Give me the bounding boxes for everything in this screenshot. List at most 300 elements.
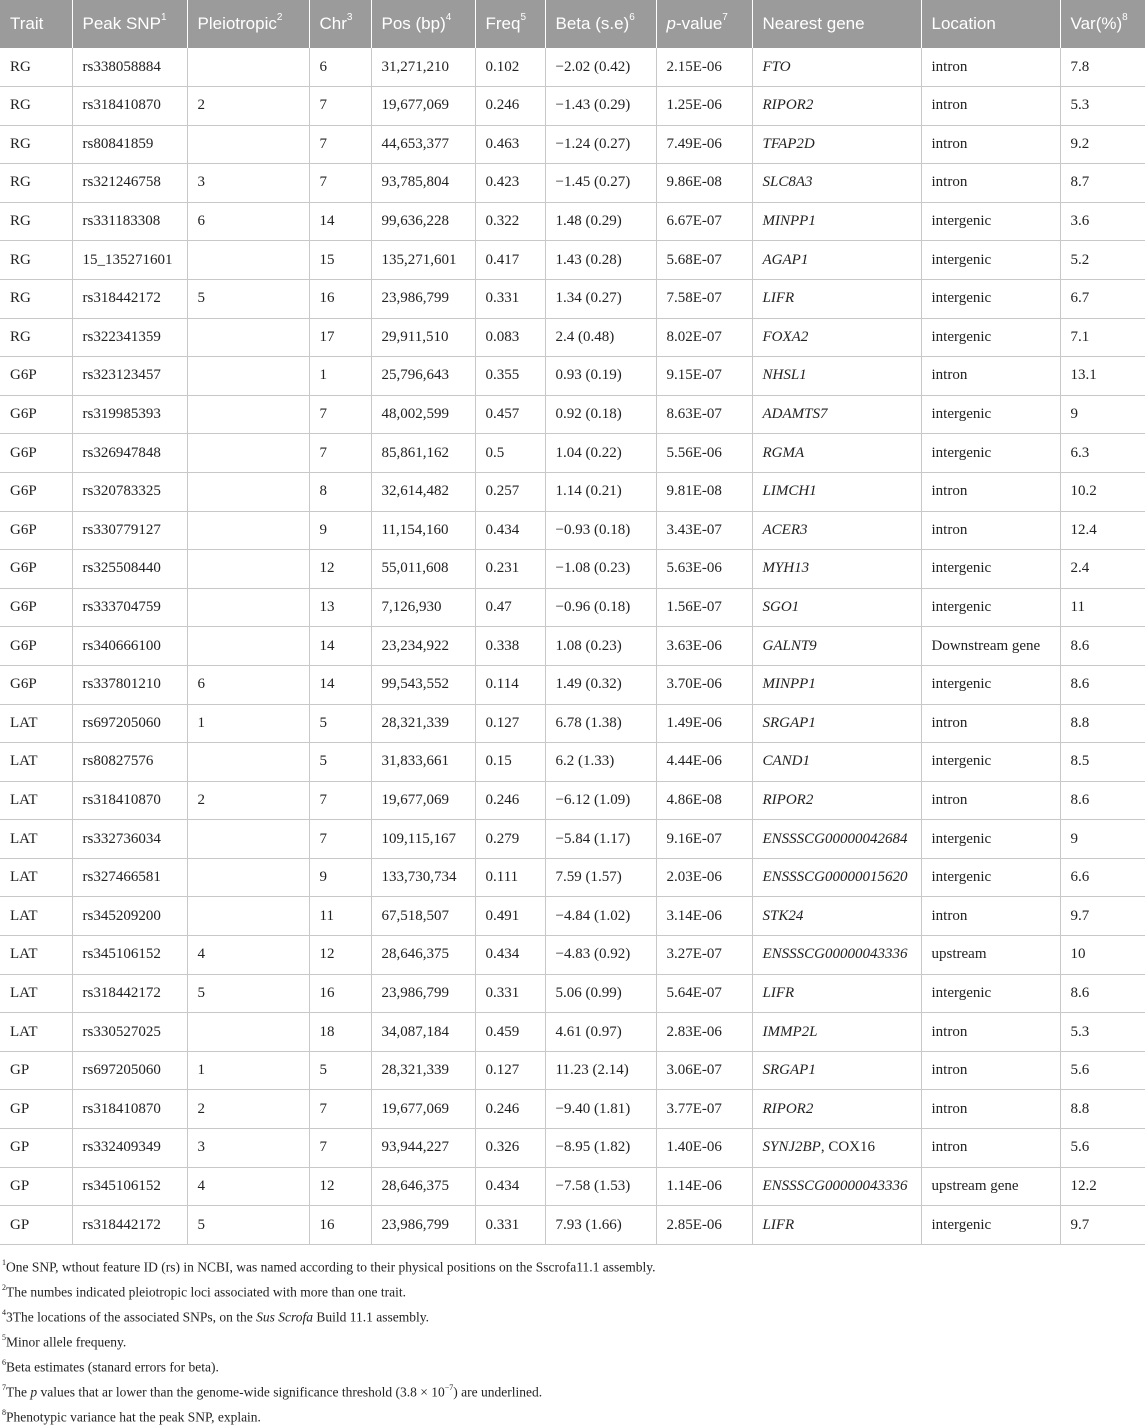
footnote [2,1353,1145,1378]
position-cell: 28,321,339 [371,1051,475,1090]
position-cell: 133,730,734 [371,858,475,897]
variance-cell: 9.7 [1060,1206,1145,1245]
trait-cell: G6P [0,357,72,396]
table-row [0,1129,1145,1168]
footnote-text: p [30,1384,38,1400]
gene-name: MINPP1 [762,676,816,693]
snp-cell: rs697205060 [72,1051,187,1090]
beta-cell: 0.92 (0.18) [545,395,656,434]
p-value-cell: 5.68E-07 [656,241,752,280]
gene-name: STK24 [762,907,804,924]
variance-cell: 3.6 [1060,202,1145,241]
table-row [0,588,1145,627]
location-cell: intron [921,1129,1060,1168]
trait-cell: G6P [0,434,72,473]
gene-cell [752,1129,921,1168]
pleiotropic-cell [187,627,309,666]
snp-cell: rs333704759 [72,588,187,627]
column-header-label: Var(%) [1070,14,1123,33]
variance-cell: 8.6 [1060,974,1145,1013]
table-row [0,781,1145,820]
freq-cell: 0.417 [475,241,545,280]
gene-name: RIPOR2 [762,791,814,808]
pleiotropic-cell [187,820,309,859]
trait-cell: RG [0,48,72,87]
p-value-cell: 5.56E-06 [656,434,752,473]
variance-cell: 8.8 [1060,1090,1145,1129]
location-cell: upstream [921,936,1060,975]
gene-name: SRGAP1 [762,1062,816,1079]
footnote [2,1278,1145,1303]
trait-cell: G6P [0,511,72,550]
column-header [72,0,187,48]
location-cell: intron [921,87,1060,126]
p-value-cell: 2.83E-06 [656,1013,752,1052]
pleiotropic-cell [187,395,309,434]
position-cell: 19,677,069 [371,781,475,820]
gene-name: TFAP2D [762,135,815,152]
snp-cell: rs322341359 [72,318,187,357]
variance-cell: 8.6 [1060,781,1145,820]
table-row [0,1206,1145,1245]
footnote-text: Sus Scrofa [256,1309,313,1325]
gene-name: AGAP1 [762,251,809,268]
gene-cell [752,241,921,280]
snp-cell: rs321246758 [72,164,187,203]
table-row [0,1090,1145,1129]
column-header [545,0,656,48]
gene-cell [752,164,921,203]
location-cell: intron [921,472,1060,511]
beta-cell: 1.34 (0.27) [545,279,656,318]
variance-cell: 5.6 [1060,1129,1145,1168]
freq-cell: 0.331 [475,974,545,1013]
snp-cell: rs345106152 [72,936,187,975]
p-value-cell: 2.15E-06 [656,48,752,87]
chr-cell: 16 [309,974,371,1013]
chr-cell: 7 [309,395,371,434]
gene-name: ENSSSCG00000043336 [762,1177,908,1194]
position-cell: 32,614,482 [371,472,475,511]
chr-cell: 7 [309,1090,371,1129]
gene-cell [752,665,921,704]
p-value-cell: 1.14E-06 [656,1167,752,1206]
beta-cell: 0.93 (0.19) [545,357,656,396]
table-row [0,1167,1145,1206]
trait-cell: LAT [0,704,72,743]
snp-cell: rs318410870 [72,87,187,126]
location-cell: intergenic [921,858,1060,897]
trait-cell: G6P [0,588,72,627]
p-value-cell: 3.63E-06 [656,627,752,666]
footnote-text: The numbes indicated pleiotropic loci associated with more than one trait. [6,1284,407,1300]
snp-cell: rs332736034 [72,820,187,859]
column-header [371,0,475,48]
trait-cell: G6P [0,627,72,666]
gene-cell [752,434,921,473]
trait-cell: RG [0,87,72,126]
freq-cell: 0.257 [475,472,545,511]
p-value-cell: 4.86E-08 [656,781,752,820]
p-value-cell: 4.44E-06 [656,743,752,782]
position-cell: 23,234,922 [371,627,475,666]
gene-name: LIFR [762,290,795,307]
table-row [0,897,1145,936]
position-cell: 7,126,930 [371,588,475,627]
chr-cell: 9 [309,511,371,550]
column-header-label: Peak SNP [82,14,161,33]
column-header-label: Chr [319,14,347,33]
variance-cell: 8.6 [1060,665,1145,704]
table-row [0,858,1145,897]
table-row [0,48,1145,87]
variance-cell: 5.3 [1060,1013,1145,1052]
snp-cell: rs323123457 [72,357,187,396]
gene-name: ENSSSCG00000043336 [762,946,908,963]
table-row [0,511,1145,550]
snp-cell: rs318410870 [72,781,187,820]
trait-cell: GP [0,1167,72,1206]
beta-cell: 1.49 (0.32) [545,665,656,704]
snp-cell: rs330527025 [72,1013,187,1052]
freq-cell: 0.5 [475,434,545,473]
beta-cell: 4.61 (0.97) [545,1013,656,1052]
position-cell: 85,861,162 [371,434,475,473]
gene-name: ENSSSCG00000042684 [762,830,908,847]
variance-cell: 11 [1060,588,1145,627]
pleiotropic-cell [187,743,309,782]
chr-cell: 5 [309,743,371,782]
table-row [0,318,1145,357]
gene-name: ADAMTS7 [762,406,828,423]
position-cell: 23,986,799 [371,279,475,318]
gene-name: RIPOR2 [762,1100,814,1117]
pleiotropic-cell [187,472,309,511]
p-value-cell: 2.85E-06 [656,1206,752,1245]
gene-name: CAND1 [762,753,811,770]
gene-name: SYNJ2BP [762,1139,821,1156]
trait-cell: LAT [0,1013,72,1052]
table-row [0,125,1145,164]
column-header-footnote-mark: 3 [346,12,353,24]
pleiotropic-cell [187,48,309,87]
footnote-text: Minor allele frequeny. [6,1334,127,1350]
beta-cell: 7.59 (1.57) [545,858,656,897]
footnote-mark: 5 [2,1333,6,1343]
chr-cell: 7 [309,781,371,820]
position-cell: 48,002,599 [371,395,475,434]
table-row [0,241,1145,280]
freq-cell: 0.246 [475,781,545,820]
pleiotropic-cell: 1 [187,1051,309,1090]
pleiotropic-cell [187,434,309,473]
column-header-footnote-mark: 2 [276,12,283,24]
position-cell: 135,271,601 [371,241,475,280]
position-cell: 34,087,184 [371,1013,475,1052]
location-cell: intron [921,1090,1060,1129]
position-cell: 109,115,167 [371,820,475,859]
position-cell: 19,677,069 [371,87,475,126]
table-row [0,665,1145,704]
chr-cell: 1 [309,357,371,396]
snp-cell: rs697205060 [72,704,187,743]
beta-cell: 1.14 (0.21) [545,472,656,511]
variance-cell: 9.7 [1060,897,1145,936]
chr-cell: 12 [309,1167,371,1206]
column-header-footnote-mark: 4 [445,12,452,24]
trait-cell: GP [0,1129,72,1168]
position-cell: 29,911,510 [371,318,475,357]
footnote [2,1253,1145,1278]
position-cell: 19,677,069 [371,1090,475,1129]
chr-cell: 7 [309,1129,371,1168]
p-value-cell: 9.81E-08 [656,472,752,511]
chr-cell: 12 [309,550,371,589]
freq-cell: 0.434 [475,936,545,975]
header-row [0,0,1145,48]
beta-cell: 2.4 (0.48) [545,318,656,357]
column-header-label: p-value [666,14,723,33]
gene-cell [752,202,921,241]
freq-cell: 0.114 [475,665,545,704]
column-header-label: Pos (bp) [381,14,446,33]
column-header [921,0,1060,48]
gene-name: LIFR [762,984,795,1001]
trait-cell: RG [0,164,72,203]
footnote [2,1328,1145,1353]
variance-cell: 7.1 [1060,318,1145,357]
gene-cell [752,743,921,782]
snp-cell: rs320783325 [72,472,187,511]
freq-cell: 0.231 [475,550,545,589]
trait-cell: RG [0,202,72,241]
footnote-mark: 1 [2,1257,6,1267]
variance-cell: 5.2 [1060,241,1145,280]
gene-cell [752,897,921,936]
chr-cell: 7 [309,820,371,859]
location-cell: intergenic [921,318,1060,357]
freq-cell: 0.338 [475,627,545,666]
pleiotropic-cell: 2 [187,87,309,126]
freq-cell: 0.434 [475,1167,545,1206]
gene-name: ENSSSCG00000015620 [762,869,908,886]
snp-cell: rs345106152 [72,1167,187,1206]
table-row [0,743,1145,782]
table-row [0,357,1145,396]
column-header-label: Pleiotropic [197,14,277,33]
snp-cell: rs318410870 [72,1090,187,1129]
chr-cell: 6 [309,48,371,87]
freq-cell: 0.423 [475,164,545,203]
column-header-footnote-mark: 8 [1122,12,1128,24]
beta-cell: −0.93 (0.18) [545,511,656,550]
chr-cell: 8 [309,472,371,511]
p-value-cell: 2.03E-06 [656,858,752,897]
table-row [0,550,1145,589]
variance-cell: 8.5 [1060,743,1145,782]
beta-cell: −9.40 (1.81) [545,1090,656,1129]
footnote-text: Build 11.1 assembly. [312,1309,429,1325]
table-row [0,1051,1145,1090]
gene-cell [752,395,921,434]
trait-cell: LAT [0,897,72,936]
snp-cell: rs340666100 [72,627,187,666]
table-row [0,936,1145,975]
location-cell: intron [921,48,1060,87]
table-row [0,820,1145,859]
column-header-footnote-mark: 6 [629,12,635,24]
column-header-footnote-mark: 7 [722,12,728,24]
position-cell: 93,944,227 [371,1129,475,1168]
trait-cell: G6P [0,472,72,511]
freq-cell: 0.246 [475,87,545,126]
pleiotropic-cell [187,318,309,357]
chr-cell: 16 [309,1206,371,1245]
gene-cell [752,357,921,396]
snp-cell: 15_135271601 [72,241,187,280]
trait-cell: G6P [0,395,72,434]
pleiotropic-cell [187,241,309,280]
gene-cell [752,936,921,975]
gene-cell [752,279,921,318]
variance-cell: 7.8 [1060,48,1145,87]
gene-name: RIPOR2 [762,97,814,114]
trait-cell: LAT [0,858,72,897]
location-cell: intron [921,897,1060,936]
snp-cell: rs337801210 [72,665,187,704]
snp-cell: rs80841859 [72,125,187,164]
location-cell: intergenic [921,550,1060,589]
trait-cell: LAT [0,743,72,782]
position-cell: 99,543,552 [371,665,475,704]
location-cell: intergenic [921,202,1060,241]
trait-cell: GP [0,1051,72,1090]
p-value-cell: 8.02E-07 [656,318,752,357]
pleiotropic-cell: 6 [187,202,309,241]
trait-cell: RG [0,125,72,164]
trait-cell: LAT [0,974,72,1013]
freq-cell: 0.127 [475,1051,545,1090]
p-value-cell: 5.64E-07 [656,974,752,1013]
variance-cell: 2.4 [1060,550,1145,589]
gene-name: SLC8A3 [762,174,813,191]
position-cell: 25,796,643 [371,357,475,396]
chr-cell: 12 [309,936,371,975]
snp-cell: rs318442172 [72,279,187,318]
gene-name: MYH13 [762,560,810,577]
beta-cell: −5.84 (1.17) [545,820,656,859]
p-value-cell: 3.43E-07 [656,511,752,550]
gene-name-extra: , COX16 [820,1139,876,1156]
location-cell: intron [921,781,1060,820]
pleiotropic-cell [187,511,309,550]
chr-cell: 5 [309,1051,371,1090]
chr-cell: 14 [309,627,371,666]
position-cell: 67,518,507 [371,897,475,936]
p-value-cell: 9.16E-07 [656,820,752,859]
pleiotropic-cell [187,125,309,164]
gene-cell [752,1206,921,1245]
table-row [0,279,1145,318]
footnote-mark: 4 [2,1308,6,1317]
chr-cell: 15 [309,241,371,280]
location-cell: intron [921,357,1060,396]
table-row [0,164,1145,203]
chr-cell: 5 [309,704,371,743]
p-value-cell: 1.40E-06 [656,1129,752,1168]
trait-cell: LAT [0,781,72,820]
location-cell: intergenic [921,434,1060,473]
variance-cell: 8.6 [1060,627,1145,666]
footnote [2,1303,1145,1328]
variance-cell: 9 [1060,395,1145,434]
gene-name: SRGAP1 [762,714,816,731]
p-value-cell: 3.77E-07 [656,1090,752,1129]
column-header [752,0,921,48]
pleiotropic-cell: 2 [187,1090,309,1129]
gene-cell [752,125,921,164]
pleiotropic-cell: 3 [187,164,309,203]
freq-cell: 0.463 [475,125,545,164]
p-value-cell: 8.63E-07 [656,395,752,434]
beta-cell: 1.04 (0.22) [545,434,656,473]
pleiotropic-cell: 4 [187,1167,309,1206]
beta-cell: −7.58 (1.53) [545,1167,656,1206]
gene-cell [752,627,921,666]
freq-cell: 0.279 [475,820,545,859]
column-header-footnote-mark: 1 [160,12,167,24]
location-cell: intergenic [921,665,1060,704]
gene-name: FOXA2 [762,328,809,345]
table-row [0,395,1145,434]
freq-cell: 0.459 [475,1013,545,1052]
gene-name: GALNT9 [762,637,817,654]
gene-cell [752,1013,921,1052]
column-header [309,0,371,48]
gene-cell [752,820,921,859]
gene-name: MINPP1 [762,213,816,230]
chr-cell: 16 [309,279,371,318]
footnote-text: 3The locations of the associated SNPs, on the [6,1309,257,1325]
column-header [1060,0,1145,48]
table-row [0,202,1145,241]
gene-cell [752,511,921,550]
freq-cell: 0.246 [475,1090,545,1129]
variance-cell: 8.8 [1060,704,1145,743]
position-cell: 44,653,377 [371,125,475,164]
variance-cell: 12.4 [1060,511,1145,550]
gene-cell [752,1167,921,1206]
gene-cell [752,550,921,589]
variance-cell: 13.1 [1060,357,1145,396]
variance-cell: 10.2 [1060,472,1145,511]
column-header-label: Freq [485,14,521,33]
beta-cell: 7.93 (1.66) [545,1206,656,1245]
chr-cell: 14 [309,665,371,704]
snp-cell: rs332409349 [72,1129,187,1168]
footnote [2,1378,1145,1403]
variance-cell: 6.3 [1060,434,1145,473]
snp-cell: rs318442172 [72,974,187,1013]
location-cell: intergenic [921,241,1060,280]
position-cell: 23,986,799 [371,1206,475,1245]
snp-cell: rs325508440 [72,550,187,589]
beta-cell: −0.96 (0.18) [545,588,656,627]
column-header [475,0,545,48]
footnote-text: −7 [444,1383,454,1393]
pleiotropic-cell [187,1013,309,1052]
chr-cell: 13 [309,588,371,627]
